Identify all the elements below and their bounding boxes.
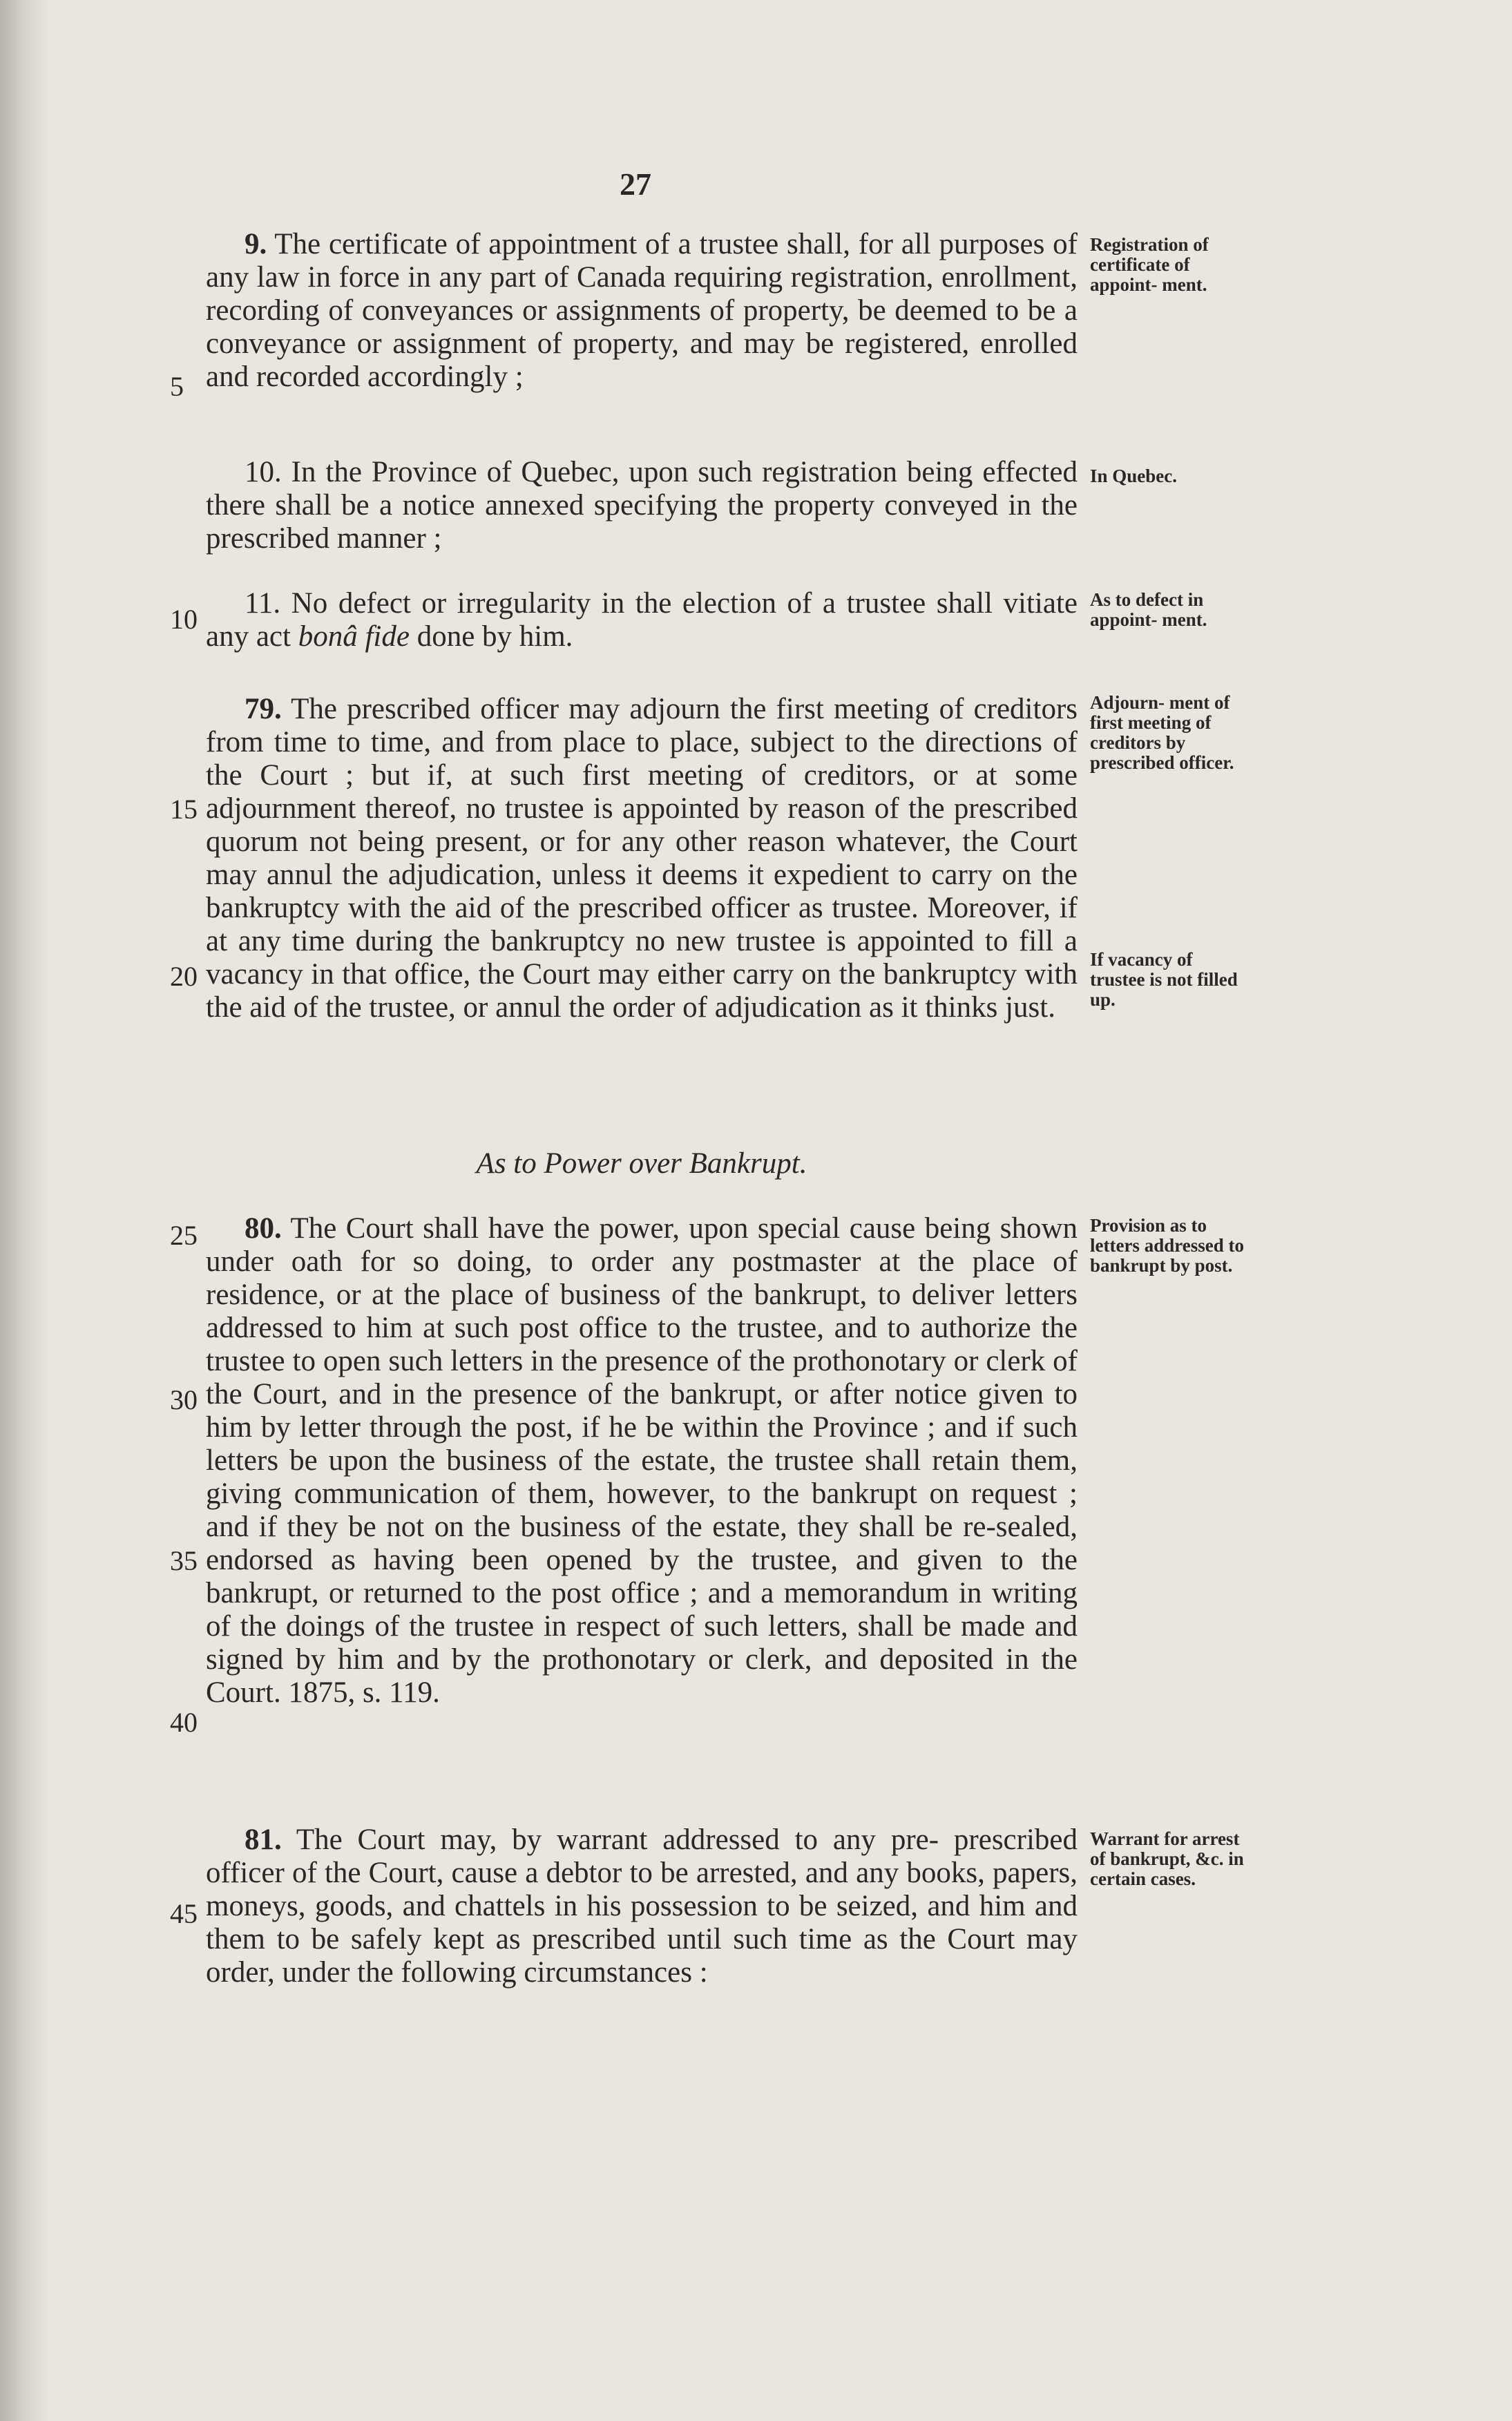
line-number: 30: [170, 1384, 198, 1415]
line-number: 20: [170, 961, 198, 992]
section-number: 81.: [245, 1824, 282, 1856]
line-number: 40: [170, 1707, 198, 1738]
margin-note: Adjourn- ment of first meeting of creditors by prescribed officer.: [1090, 692, 1234, 773]
section-9: [206, 228, 1078, 394]
line-number: 45: [170, 1898, 198, 1929]
italic-phrase: bonâ fide: [298, 620, 410, 653]
section-number: 10.: [245, 456, 282, 488]
section-10: [206, 456, 1078, 555]
margin-note: If vacancy of trustee is not filled up.: [1090, 949, 1238, 1010]
line-number: 25: [170, 1220, 198, 1251]
section-79: [206, 693, 1078, 1024]
margin-note: Warrant for arrest of bankrupt, &c. in certain cases.: [1090, 1828, 1244, 1889]
section-11: [206, 587, 1078, 653]
margin-note: Provision as to letters addressed to bankrupt by post.: [1090, 1215, 1244, 1276]
section-number: 9.: [245, 228, 267, 260]
section-text-end: done by him.: [409, 620, 573, 653]
section-number: 80.: [245, 1212, 282, 1245]
section-number: 11.: [245, 587, 281, 620]
section-heading: As to Power over Bankrupt.: [476, 1147, 807, 1180]
line-number: 10: [170, 604, 198, 635]
section-81: [206, 1824, 1078, 1989]
section-text: In the Province of Quebec, upon such registration being effected there shall be a notice annexed specifying the property conveyed in the prescribed manner ;: [206, 456, 1078, 555]
page-number: 27: [620, 166, 651, 202]
line-number: 5: [170, 371, 184, 402]
section-text: The certificate of appointment of a trustee shall, for all purposes of any law in force in any part of Canada requiring registration, enrollment, recording of conveyances or assignments of property, be deemed to be a conveyance or assignment of property, and may be registered, enrolled and recorded accordingly ;: [206, 228, 1078, 393]
section-text: The Court shall have the power, upon special cause being shown under oath for so doing, to order any postmaster at the place of residence, or at the place of business of the bankrupt, to deliver letters addressed to him at such post office to the trustee, and to authorize the trustee to open such letters in the presence of the prothonotary or clerk of the Court, and in the presence of the bankrupt, or after notice given to him by letter through the post, if he be within the Province ; and if such letters be upon the business of the estate, the trustee shall retain them, giving communication of them, however, to the bankrupt on request ; and if they be not on the business of the estate, they shall be re-sealed, endorsed as having been opened by the trustee, and given to the bankrupt, or returned to the post office ; and a memorandum in writing of the doings of the trustee in respect of such letters, shall be made and signed by him and by the prothonotary or clerk, and deposited in the Court. 1875, s. 119.: [206, 1212, 1078, 1709]
section-text: The Court may, by warrant addressed to any pre- prescribed officer of the Court, cause a debtor to be arrested, and any books, papers, moneys, goods, and chattels in his possession to be seized, and him and them to be safely kept as prescribed until such time as the Court may order, under the following circumstances :: [206, 1824, 1078, 1989]
page-gutter-shadow: [0, 0, 48, 2421]
section-text: No defect or irregularity in the election of a trustee shall vitiate any act: [206, 587, 1078, 653]
section-text: The prescribed officer may adjourn the first meeting of creditors from time to time, and from place to place, subject to the directions of the Court ; but if, at such first meeting of creditors, or at some adjournment thereof, no trustee is appointed by reason of the prescribed quorum not being present, or for any other reason whatever, the Court may annul the adjudication, unless it deems it expedient to carry on the bankruptcy with the aid of the prescribed officer as trustee. Moreover, if at any time during the bankruptcy no new trustee is appointed to fill a vacancy in that office, the Court may either carry on the bankruptcy with the aid of the trustee, or annul the order of adjudication as it thinks just.: [206, 693, 1078, 1024]
margin-note: Registration of certificate of appoint- ment.: [1090, 234, 1209, 295]
line-number: 35: [170, 1545, 198, 1576]
section-number: 79.: [245, 693, 282, 725]
line-number: 15: [170, 794, 198, 825]
margin-note: In Quebec.: [1090, 466, 1178, 486]
margin-note: As to defect in appoint- ment.: [1090, 589, 1207, 630]
section-80: [206, 1212, 1078, 1710]
